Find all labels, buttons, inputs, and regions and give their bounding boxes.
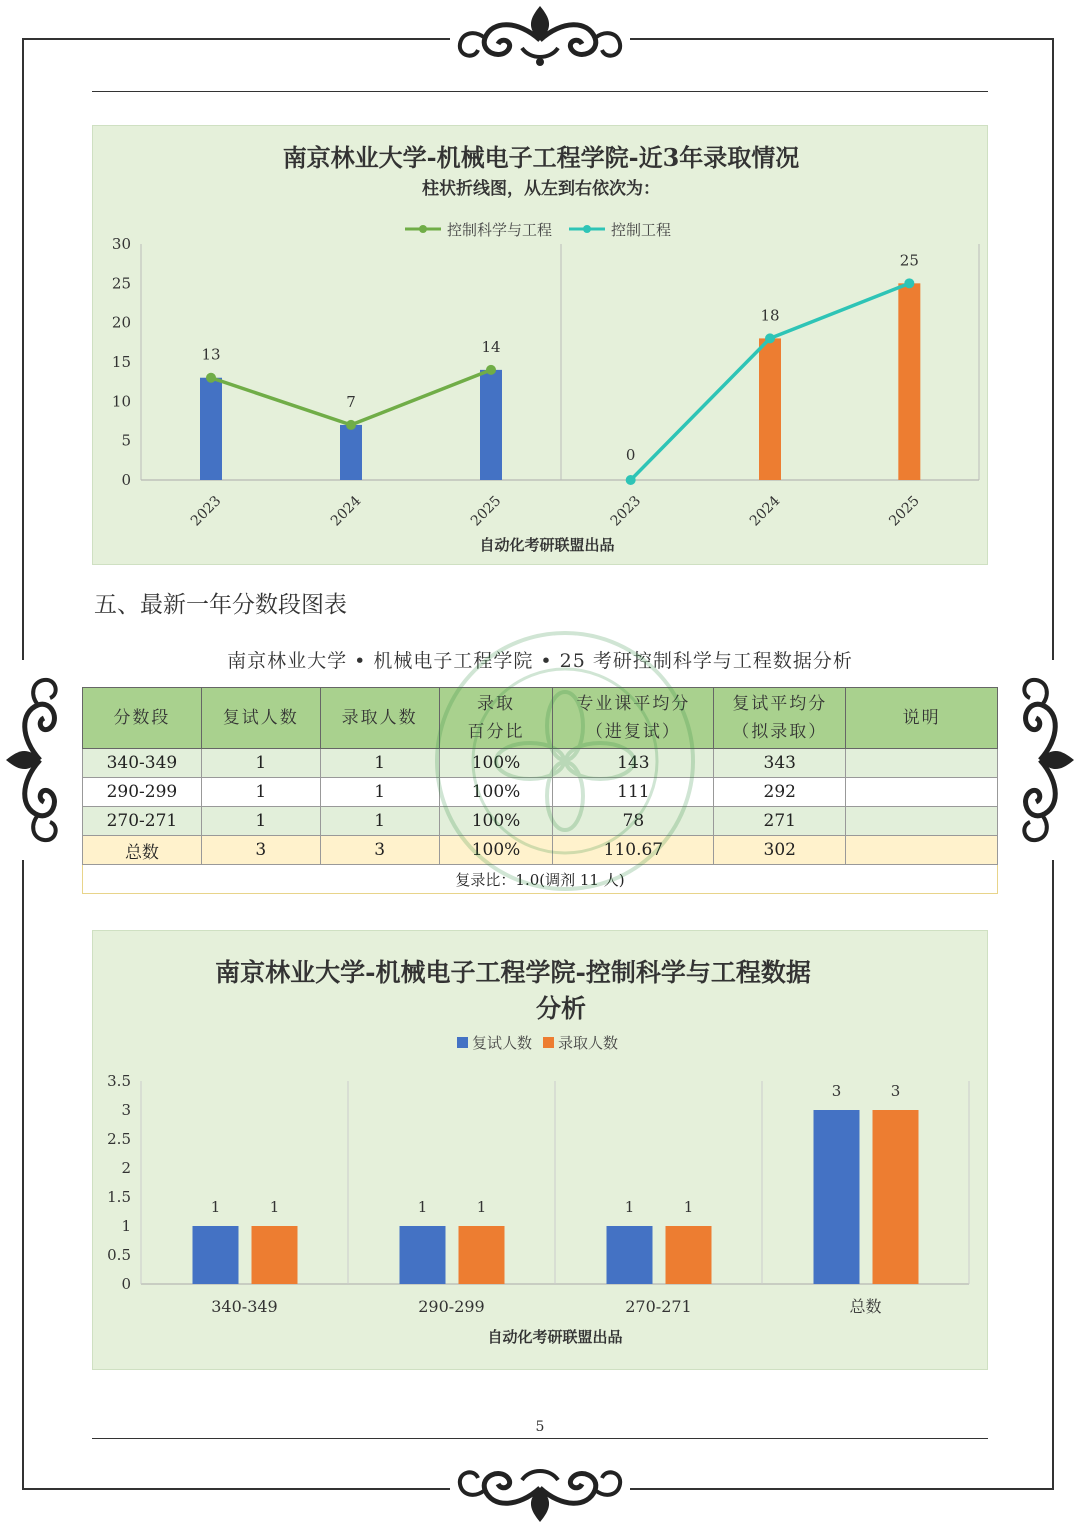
x-tick-label: 2024: [746, 492, 784, 530]
top-ornament: [430, 0, 650, 80]
y-tick-label: 25: [111, 274, 131, 293]
cell: 1: [320, 778, 439, 807]
x-tick-label: 270-271: [625, 1297, 692, 1316]
table-header-row: [83, 688, 998, 749]
line-point: [904, 278, 914, 288]
y-tick-label: 1: [121, 1217, 131, 1235]
chart1-legend: [405, 221, 671, 239]
data-label: 25: [899, 251, 919, 270]
cell: 1: [201, 749, 320, 778]
bar: [759, 338, 781, 480]
table-note: 复录比：1.0(调剂 11 人): [83, 865, 998, 894]
x-tick-label: 2025: [467, 492, 505, 530]
cell: 290-299: [83, 778, 202, 807]
x-tick-label: 2024: [327, 492, 365, 530]
bar: [873, 1110, 919, 1284]
data-label: 13: [201, 345, 221, 364]
table-note-row: [83, 865, 998, 894]
bar: [480, 370, 502, 480]
y-tick-label: 3: [121, 1101, 131, 1119]
data-label: 1: [624, 1198, 635, 1216]
table-row: [83, 778, 998, 807]
footer-rule: [92, 1438, 988, 1439]
cell: 270-271: [83, 807, 202, 836]
y-tick-label: 10: [111, 392, 131, 411]
x-tick-label: 2023: [607, 492, 645, 530]
header-rule: [92, 91, 988, 92]
cell: 78: [553, 807, 714, 836]
data-label: 1: [417, 1198, 428, 1216]
cell: 100%: [439, 778, 553, 807]
bar: [340, 425, 362, 480]
cell: 143: [553, 749, 714, 778]
y-tick-label: 0.5: [107, 1246, 131, 1264]
cell: 1: [201, 807, 320, 836]
cell: [846, 749, 998, 778]
y-tick-label: 5: [121, 431, 131, 450]
cell: 3: [201, 836, 320, 865]
bottom-ornament: [430, 1448, 650, 1528]
line-point: [765, 333, 775, 343]
bar: [666, 1226, 712, 1284]
cell: 292: [714, 778, 846, 807]
data-label: 1: [210, 1198, 221, 1216]
line-point: [346, 420, 356, 430]
data-label: 14: [481, 337, 501, 356]
line-point: [626, 475, 636, 485]
x-tick-label: 2025: [886, 492, 923, 530]
chart2-legend: [457, 1034, 618, 1052]
table-row: [83, 749, 998, 778]
x-tick-label: 340-349: [211, 1297, 278, 1316]
bar: [200, 378, 222, 480]
right-ornament: [1020, 650, 1080, 870]
score-table: [82, 687, 998, 894]
header-admit-count: 录取人数: [320, 688, 439, 749]
data-label: 7: [346, 392, 356, 411]
cell: 1: [320, 749, 439, 778]
y-tick-label: 0: [121, 471, 131, 489]
data-label: 1: [683, 1198, 694, 1216]
cell: 1: [201, 778, 320, 807]
section-heading: 五、最新一年分数段图表: [94, 592, 347, 618]
bar: [193, 1226, 239, 1284]
line-point: [486, 365, 496, 375]
data-label: 1: [476, 1198, 487, 1216]
table-title: 南京林业大学 • 机械电子工程学院 • 25 考研控制科学与工程数据分析: [227, 650, 853, 672]
chart2-title-line2: 分析: [535, 994, 587, 1023]
cell: 271: [714, 807, 846, 836]
y-tick-label: 2: [121, 1159, 131, 1177]
cell: [846, 807, 998, 836]
page-number: 5: [535, 1419, 545, 1435]
table-total-row: [83, 836, 998, 865]
score-chart-panel: [92, 930, 988, 1370]
chart2-footer: 自动化考研联盟出品: [487, 1328, 623, 1346]
cell: [846, 836, 998, 865]
header-interview-count: 复试人数: [201, 688, 320, 749]
x-tick-label: 290-299: [418, 1297, 485, 1316]
cell: 100%: [439, 836, 553, 865]
cell: 3: [320, 836, 439, 865]
left-ornament: [0, 650, 60, 870]
score-chart: [93, 931, 989, 1371]
cell: 总数: [83, 836, 202, 865]
legend-control-science: 控制科学与工程: [447, 221, 553, 239]
chart1-marks: [200, 251, 920, 485]
header-major-avg: 专业课平均分 （进复试）: [553, 688, 714, 749]
data-label: 18: [760, 306, 780, 325]
y-tick-label: 30: [111, 235, 131, 253]
chart1-axes: [112, 235, 979, 529]
admission-chart-panel: [92, 125, 988, 565]
x-tick-label: 总数: [849, 1297, 882, 1316]
legend-admit: 录取人数: [558, 1034, 619, 1052]
cell: 111: [553, 778, 714, 807]
y-tick-label: 20: [111, 313, 131, 332]
data-label: 1: [269, 1198, 280, 1216]
data-label: 3: [890, 1082, 901, 1100]
cell: 302: [714, 836, 846, 865]
legend-interview: 复试人数: [472, 1034, 533, 1052]
bar: [459, 1226, 505, 1284]
header-interview-avg: 复试平均分 （拟录取）: [714, 688, 846, 749]
header-score-range: 分数段: [83, 688, 202, 749]
x-tick-label: 2023: [187, 492, 225, 530]
bar: [400, 1226, 446, 1284]
chart2-title-line1: 南京林业大学-机械电子工程学院-控制科学与工程数据: [215, 958, 811, 987]
y-tick-label: 3.5: [107, 1072, 131, 1090]
header-admit-rate: 录取 百分比: [439, 688, 553, 749]
bar: [814, 1110, 860, 1284]
chart1-title: 南京林业大学-机械电子工程学院-近3年录取情况: [282, 143, 800, 172]
data-label: 0: [625, 446, 636, 464]
cell: 343: [714, 749, 846, 778]
cell: [846, 778, 998, 807]
data-label: 3: [831, 1082, 842, 1100]
bar: [607, 1226, 653, 1284]
cell: 110.67: [553, 836, 714, 865]
line-point: [206, 373, 216, 383]
y-tick-label: 1.5: [107, 1188, 131, 1206]
y-tick-label: 2.5: [107, 1130, 131, 1148]
bar: [252, 1226, 298, 1284]
bar: [898, 283, 920, 480]
cell: 340-349: [83, 749, 202, 778]
cell: 100%: [439, 749, 553, 778]
cell: 100%: [439, 807, 553, 836]
chart1-subtitle: 柱状折线图，从左到右依次为：: [422, 179, 660, 199]
legend-control-engineering: 控制工程: [611, 221, 672, 239]
chart1-footer: 自动化考研联盟出品: [479, 536, 615, 554]
admission-chart: [93, 126, 989, 566]
y-tick-label: 0: [121, 1275, 131, 1293]
table-row: [83, 807, 998, 836]
cell: 1: [320, 807, 439, 836]
y-tick-label: 15: [111, 353, 131, 371]
header-notes: 说明: [846, 688, 998, 749]
